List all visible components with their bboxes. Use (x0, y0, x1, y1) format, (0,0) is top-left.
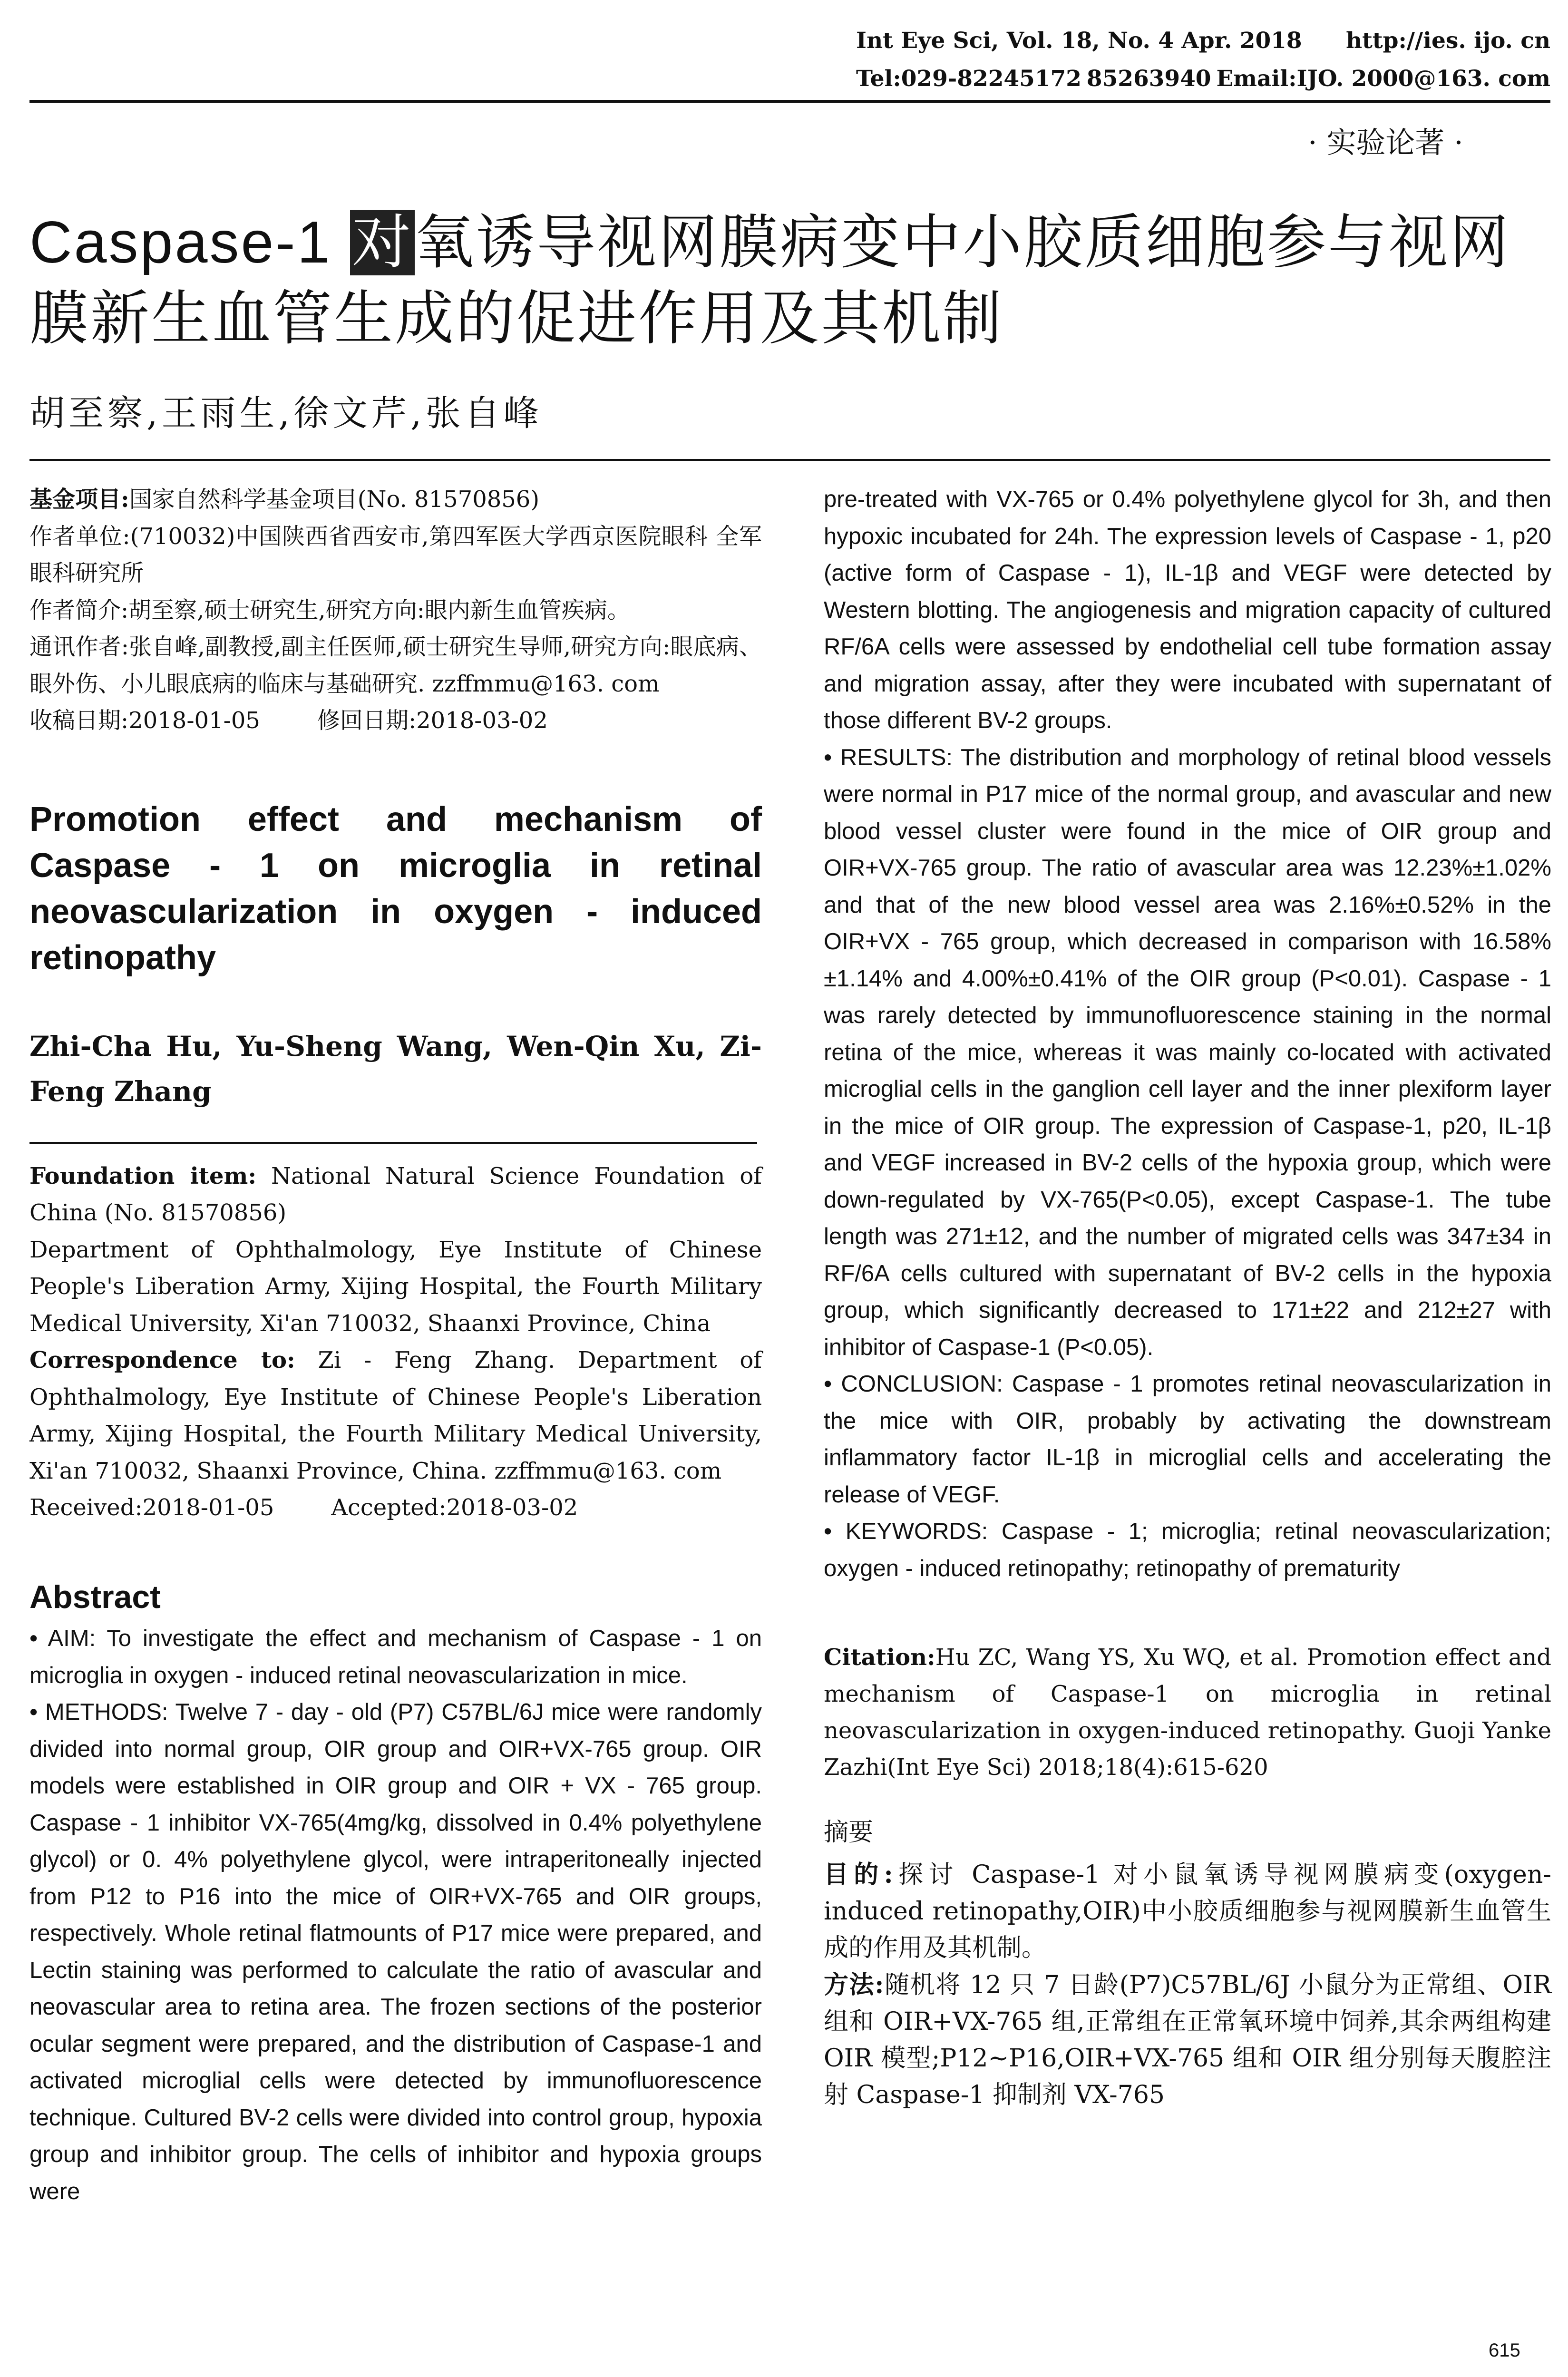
citation-text: Hu ZC, Wang YS, Xu WQ, et al. Promotion effect and mechanism of Caspase-1 on microglia in retinal neovascularization in oxygen-induced retinopathy. Guoji Yanke Zazhi(Int Eye Sci) 2018;18(4):615-620 (824, 1644, 1551, 1781)
journal-header-line-1 (856, 28, 1550, 54)
abstract-methods: • METHODS: Twelve 7 - day - old (P7) C57BL/6J mice were randomly divided into normal group, OIR group and OIR+VX-765 group. OIR models were established in OIR group and OIR + VX - 765 group. Caspase - 1 inhibitor VX-765(4mg/kg, dissolved in 0.4% polyethylene glycol) or 0. 4% polyethylene glycol, were intraperitoneally injected from P12 to P16 into the mice of OIR+VX-765 and OIR groups, respectively. Whole retinal flatmounts of P17 mice were prepared, and Lectin staining was performed to calculate the ratio of avascular and neovascular area to retina area. The frozen sections of the posterior ocular segment were prepared, and the distribution of Caspase-1 and activated microglial cells were detected by immunofluorescence technique. Cultured BV-2 cells were divided into control group, hypoxia group and inhibitor group. The cells of inhibitor and hypoxia groups were (29, 1699, 762, 2204)
unit-cn: 作者单位:(710032)中国陕西省西安市,第四军医大学西京医院眼科 全军眼科研究所 (29, 523, 762, 586)
left-column (29, 481, 762, 2210)
journal-email[interactable]: Email:IJO. 2000@163. com (1216, 66, 1550, 92)
bio-cn: 作者简介:胡至察,硕士研究生,研究方向:眼内新生血管疾病。 (29, 596, 630, 623)
english-title: Promotion effect and mechanism of Caspase - 1 on microglia in retinal neovascularization in oxygen - induced retinopathy (29, 800, 762, 977)
section-label: · 实验论著 · (1308, 125, 1463, 160)
cn-abstract-heading: 摘要 (824, 1818, 874, 1847)
abstract-methods-continued: pre-treated with VX-765 or 0.4% polyethylene glycol for 3h, and then hypoxic incubated for 24h. The expression levels of Caspase - 1, p20 (active form of Caspase - 1), IL-1β and VEGF were detected by Western blotting. The angiogenesis and migration capacity of cultured RF/6A cells were assessed by endothelial cell tube formation assay and migration assay, after they were incubated with supernatant of those different BV-2 groups. (824, 487, 1551, 733)
dates-cn (29, 702, 762, 740)
abstract-results: • RESULTS: The distribution and morphology of retinal blood vessels were normal in P17 mice of the normal group, and avascular and new blood vessel cluster were found in the mice of OIR group and OIR+VX-765 group. The ratio of avascular area was 12.23%±1.02% and that of the new blood vessel area was 2.16%±0.52% in the OIR+VX - 765 group, which decreased in comparison with 16.58%±1.14% and 4.00%±0.41% of the OIR group (P<0.01). Caspase - 1 was rarely detected by immunofluorescence staining in the normal retina of the mice, whereas it was mainly co-located with activated microglial cells in the ganglion cell layer and the inner plexiform layer in the mice of OIR group. The expression of Caspase-1, p20, IL-1β and VEGF increased in BV-2 cells of the hypoxia group, which were down-regulated by VX-765(P<0.05), except Caspase-1. The tube length was 271±12, and the number of migrated cells was 347±34 in RF/6A cells cultured with supernatant of BV-2 cells in the hypoxia group, which significantly decreased to 171±22 and 212±27 with inhibitor of Caspase-1 (P<0.05). (824, 744, 1551, 1360)
cn-abstract-methods: 方法:随机将 12 只 7 日龄(P7)C57BL/6J 小鼠分为正常组、OIR 组和 OIR+VX-765 组,正常组在正常氧环境中饲养,其余两组构建 OIR 模型;P12~P16,OIR+VX-765 组和 OIR 组分别每天腹腔注射 Caspase-1 抑制剂 VX-765 (824, 1970, 1551, 2109)
received-cn: 收稿日期:2018-01-05 (29, 707, 260, 734)
title-part-2: 氧诱导视网膜病变中小胶质细胞参与视网膜新生血管生成的促进作用及其机制 (29, 210, 1511, 351)
foundation-en-label: Foundation item: (29, 1162, 257, 1189)
title-part-1: Caspase-1 (29, 210, 351, 275)
title-highlight: 对 (350, 210, 415, 275)
received-en: Received:2018-01-05 (29, 1494, 274, 1521)
foundation-cn-label: 基金项目: (29, 486, 129, 513)
journal-tel: Tel:029-82245172 (856, 66, 1081, 92)
article-title (29, 205, 1551, 357)
abstract-keywords: • KEYWORDS: Caspase - 1; microglia; retinal neovascularization; oxygen - induced retinopathy; retinopathy of prematurity (824, 1519, 1551, 1581)
abstract-conclusion: • CONCLUSION: Caspase - 1 promotes retinal neovascularization in the mice with OIR, probably by activating the downstream inflammatory factor IL-1β in microglial cells and accelerating the release of VEGF. (824, 1371, 1551, 1508)
journal-citation: Int Eye Sci, Vol. 18, No. 4 Apr. 2018 (856, 28, 1302, 54)
correspondence-en-label: Correspondence to: (29, 1347, 295, 1374)
accepted-cn: 修回日期:2018-03-02 (317, 707, 548, 734)
journal-header-line-2 (856, 66, 1550, 92)
abstract-aim: • AIM: To investigate the effect and mechanism of Caspase - 1 on microglia in oxygen - induced retinal neovascularization in mice. (29, 1626, 762, 1688)
accepted-en: Accepted:2018-03-02 (331, 1494, 578, 1521)
foundation-en: Foundation item: National Natural Science Foundation of China (No. 81570856) (29, 1162, 762, 1226)
english-authors: Zhi-Cha Hu, Yu-Sheng Wang, Wen-Qin Xu, Zi-Feng Zhang (29, 1030, 762, 1108)
citation-label: Citation: (824, 1644, 935, 1671)
header-rule (29, 100, 1550, 103)
correspondence-en: Correspondence to: Zi - Feng Zhang. Department of Ophthalmology, Eye Institute of Chinese People's Liberation Army, Xijing Hospital, the Fourth Military Medical University, Xi'an 710032, Shaanxi Province, China. zzffmmu@163. com (29, 1347, 762, 1484)
abstract-heading: Abstract (29, 1578, 161, 1615)
foundation-cn: 基金项目:国家自然科学基金项目(No. 81570856) (29, 486, 540, 513)
citation (824, 1639, 1551, 1786)
title-rule (29, 459, 1550, 461)
authors-cn: 胡至察,王雨生,徐文芹,张自峰 (29, 393, 543, 434)
journal-url[interactable]: http://ies. ijo. cn (1346, 28, 1550, 54)
authors-rule (29, 1142, 757, 1144)
page-number: 615 (1489, 2340, 1520, 2361)
en-metadata (29, 1158, 762, 1527)
journal-tel-2: 85263940 (1086, 66, 1211, 92)
department-en: Department of Ophthalmology, Eye Institute of Chinese People's Liberation Army, Xijing Hospital, the Fourth Military Medical University, Xi'an 710032, Shaanxi Province, China (29, 1236, 762, 1337)
right-column (824, 481, 1551, 2114)
dates-en (29, 1490, 762, 1527)
correspondence-cn: 通讯作者:张自峰,副教授,副主任医师,硕士研究生导师,研究方向:眼底病、眼外伤、小儿眼底病的临床与基础研究. zzffmmu@163. com (29, 633, 762, 697)
cn-abstract-aim: 目的:探讨 Caspase-1 对小鼠氧诱导视网膜病变(oxygen-induced retinopathy,OIR)中小胶质细胞参与视网膜新生血管生成的作用及其机制。 (824, 1860, 1552, 1962)
cn-metadata (29, 481, 762, 740)
